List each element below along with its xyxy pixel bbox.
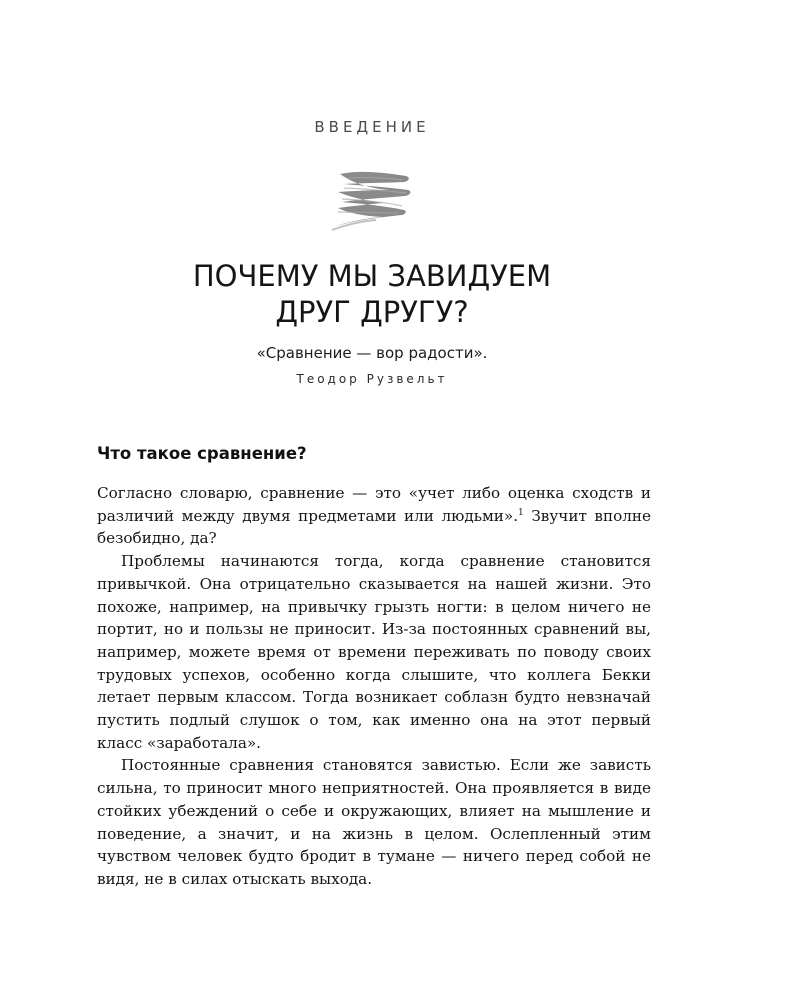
paragraph-1-text-end: Звучит вполне безобидно, да? (97, 506, 651, 548)
body-text (97, 482, 651, 891)
paragraph-1-text: Согласно словарю, сравнение — это «учет либо оценка сходств и различий между двумя предметами или людьми». (97, 484, 651, 525)
chapter-title (0, 258, 744, 330)
brush-stroke-decoration (318, 166, 428, 238)
paragraph-2: Проблемы начинаются тогда, когда сравнение становится привычкой. Она отрицательно сказывается на нашей жизни. Это похоже, например, на привычку грызть ногти: в целом ничего не портит, но и пользы не приносит. Из-за постоянных сравнений вы, например, можете время от времени переживать по поводу своих трудовых успехов, особенно когда слышите, что коллега Бекки летает первым классом. Тогда возникает соблазн будто невзначай пустить подлый слушок о том, как именно она на этот первый класс «заработала». (97, 552, 651, 752)
section-label: ВВЕДЕНИЕ (314, 118, 430, 136)
epigraph-author: Теодор Рузвельт (296, 372, 448, 386)
paragraph-3: Постоянные сравнения становятся завистью. Если же зависть сильна, то приносит много неприятностей. Она проявляется в виде стойких убеждений о себе и окружающих, влияет на мышление и поведение, а значит, и на жизнь в целом. Ослепленный этим чувством человек будто бродит в тумане — ничего перед собой не видя, не в силах отыскать выхода. (97, 756, 651, 888)
paragraph-1 (97, 482, 651, 550)
subheading: Что такое сравнение? (97, 444, 307, 463)
epigraph-quote: «Сравнение — вор радости». (256, 344, 488, 362)
footnote-marker: 1 (518, 507, 524, 518)
chapter-title-line-2: ДРУГ ДРУГУ? (275, 295, 469, 329)
chapter-title-line-1: ПОЧЕМУ МЫ ЗАВИДУЕМ (192, 259, 552, 293)
